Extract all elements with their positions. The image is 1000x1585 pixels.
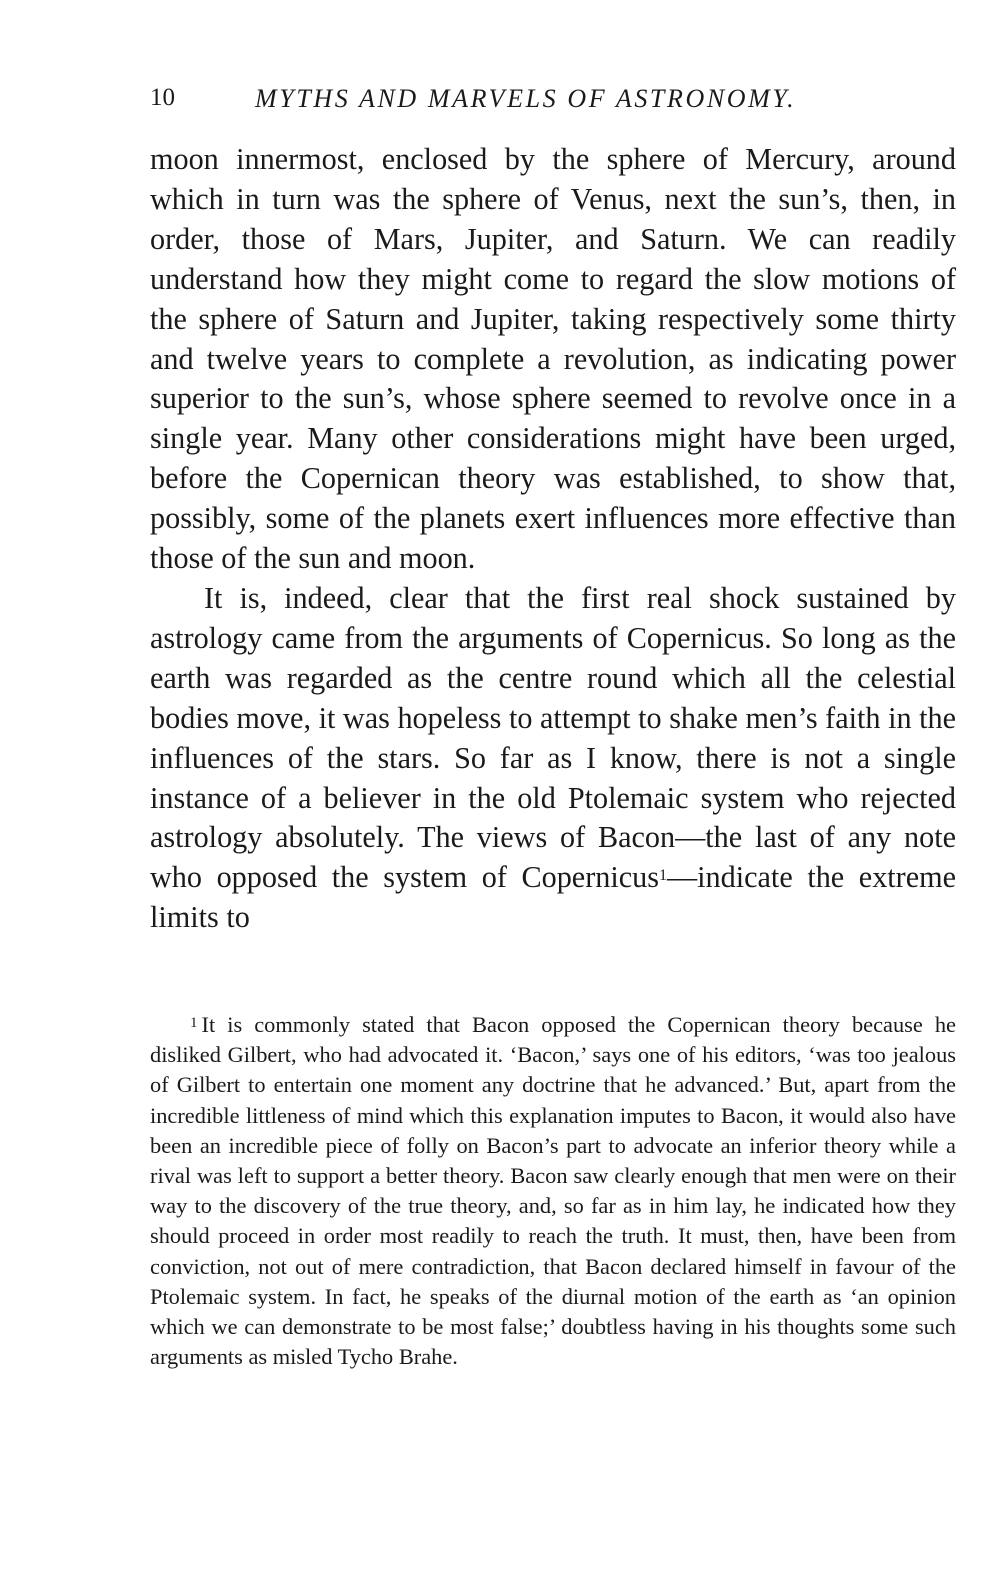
footnote	[150, 1010, 956, 1372]
paragraph-copernicus-tail: —indicate the extreme limits to	[150, 860, 957, 935]
paragraph-copernicus-text: It is, indeed, clear that the first real shock sustained by astrology came from the arguments of Copernicus. So long as the earth was regarded as the centre round which all the celestial bodies move, it was hopeless to attempt to shake men’s faith in the influences of the stars. So far as I know, there is not a single instance of a believer in the old Ptolemaic system who rejected astrology absolutely. The views of Bacon—the last of any note who opposed the system of Copernicus	[150, 580, 956, 895]
footnote-reference: 1	[658, 867, 667, 885]
footnote-marker: 1	[190, 1015, 198, 1031]
footnote-paragraph	[150, 1010, 956, 1372]
main-text	[150, 140, 956, 938]
paragraph-continued: moon innermost, enclosed by the sphere of Mercury, around which in turn was the sphere of Venus, next the sun’s, then, in order, those of Mars, Jupiter, and Saturn. We can readily understand how they might come to regard the slow motions of the sphere of Saturn and Jupiter, taking respectively some thirty and twelve years to complete a revolution, as indicating power superior to the sun’s, whose sphere seemed to revolve once in a single year. Many other considerations might have been urged, before the Copernican theory was established, to show that, possibly, some of the planets exert influences more effective than those of the sun and moon.	[150, 142, 956, 576]
running-title: MYTHS AND MARVELS OF ASTRONOMY.	[255, 84, 797, 113]
page-number: 10	[150, 84, 175, 111]
paragraph-copernicus	[150, 579, 956, 938]
footnote-text: It is commonly stated that Bacon opposed the Copernican theory because he disliked Gilbert, who had advocated it. ‘Bacon,’ says one of his editors, ‘was too jealous of Gilbert to entertain one moment any doctrine that he advanced.’ But, apart from the incredible littleness of mind which this explanation imputes to Bacon, it would also have been an incredible piece of folly on Bacon’s part to advocate an inferior theory while a rival was left to support a better theory. Bacon saw clearly enough that men were on their way to the discovery of the true theory, and, so far as in him lay, he indicated how they should proceed in order most readily to reach the truth. It must, then, have been from conviction, not out of mere contradiction, that Bacon declared himself in favour of the Ptolemaic system. In fact, he speaks of the diurnal motion of the earth as ‘an opinion which we can demonstrate to be most false;’ doubtless having in his thoughts some such arguments as misled Tycho Brahe.	[150, 1012, 956, 1370]
running-header	[150, 84, 956, 120]
